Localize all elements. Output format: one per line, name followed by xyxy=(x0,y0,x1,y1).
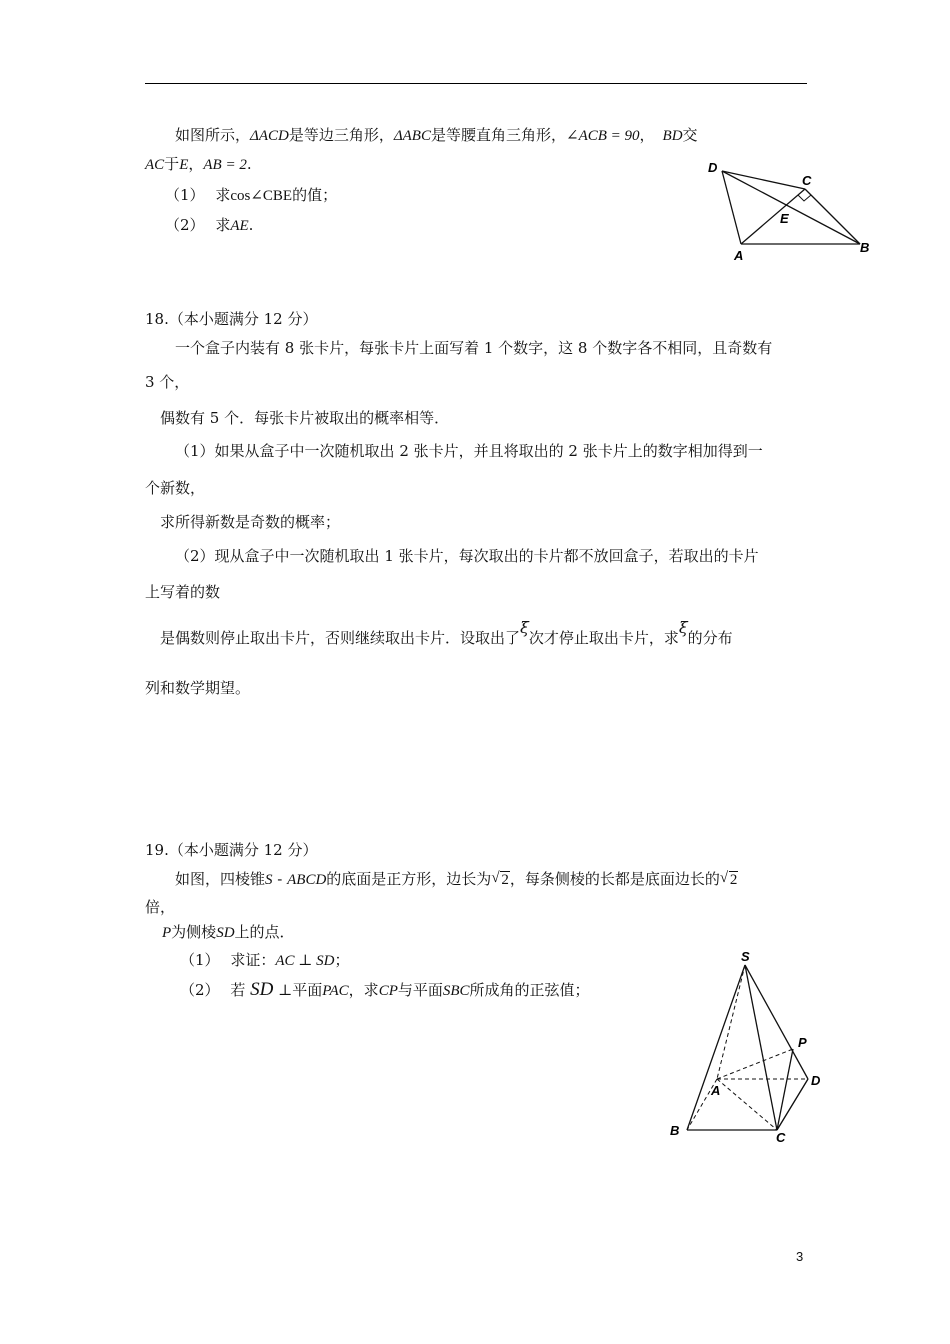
segment-cb xyxy=(805,189,860,244)
label-b: B xyxy=(860,240,870,255)
p17-text: ， xyxy=(639,126,655,144)
math-angle-acb: ∠ACB = 90 xyxy=(566,128,640,144)
radicand: 2 xyxy=(501,872,509,888)
p18-line-7: （2）现从盒子中一次随机取出 1 张卡片，每次取出的卡片都不放回盒子，若取出的卡片 xyxy=(175,547,759,565)
right-angle-mark xyxy=(798,195,811,201)
segment-db xyxy=(722,171,860,244)
question-number: （1） xyxy=(180,951,220,969)
p18-line-9 xyxy=(160,618,733,648)
p18-line-8: 上写着的数 xyxy=(145,583,221,601)
edge-sb xyxy=(687,965,745,1130)
p19-text: 求证： xyxy=(230,951,276,969)
p17-line-2 xyxy=(145,154,252,175)
p17-q2 xyxy=(165,215,253,236)
p17-text: . xyxy=(246,155,252,173)
question-number: （1） xyxy=(165,186,205,204)
p17-q1 xyxy=(165,185,337,206)
math-e: E xyxy=(179,157,189,173)
p18-heading: 18.（本小题满分 12 分） xyxy=(145,310,318,328)
p18-text: 是偶数则停止取出卡片，否则继续取出卡片．设取出了 xyxy=(160,629,521,647)
figure-pyramid xyxy=(660,945,840,1145)
p17-line-1 xyxy=(175,125,698,146)
p17-text: 是等边三角形， xyxy=(288,126,394,144)
p18-text: 的分布 xyxy=(687,629,733,647)
label-a: A xyxy=(711,1083,721,1098)
edge-sa-hidden xyxy=(717,965,745,1079)
segment-dc xyxy=(722,171,805,189)
math-cos-cbe: cos∠CBE xyxy=(230,188,293,204)
p17-text: 交 xyxy=(682,126,698,144)
figure-triangles xyxy=(700,155,880,270)
p19-text: 与平面 xyxy=(397,981,443,999)
math-sqrt-2 xyxy=(720,870,739,890)
p17-text: 的值； xyxy=(292,186,338,204)
p19-text: ； xyxy=(334,951,350,969)
math-sbc: SBC xyxy=(442,983,470,999)
p19-line-3 xyxy=(162,922,295,943)
math-bd: BD xyxy=(662,128,683,144)
p19-line-1 xyxy=(175,869,738,890)
label-s: S xyxy=(741,949,750,964)
p19-line-2: 倍， xyxy=(145,898,176,916)
math-xi: ξ xyxy=(520,618,529,637)
math-triangle-abc: ΔABC xyxy=(393,128,431,144)
math-s: S xyxy=(265,872,273,888)
question-number: （2） xyxy=(180,981,220,999)
math-perp: ⊥ xyxy=(278,981,293,999)
p19-text: 若 xyxy=(230,981,246,999)
math-ac-perp-sd: AC ⊥ SD xyxy=(275,953,335,969)
p18-line-10: 列和数学期望。 xyxy=(145,679,251,697)
p17-text: 于 xyxy=(164,155,180,173)
p19-text: 所成角的正弦值； xyxy=(469,981,590,999)
p19-text: 上的点． xyxy=(234,923,295,941)
label-c: C xyxy=(802,173,812,188)
p19-q1 xyxy=(180,950,349,971)
p18-line-4: （1）如果从盒子中一次随机取出 2 张卡片，并且将取出的 2 张卡片上的数字相加得到一 xyxy=(175,442,763,460)
header-rule xyxy=(145,83,807,84)
p19-text: 为侧棱 xyxy=(171,923,217,941)
segment-ap-hidden xyxy=(717,1049,793,1079)
p18-line-2: 3 个， xyxy=(145,373,190,391)
label-p: P xyxy=(798,1035,807,1050)
math-pac: PAC xyxy=(322,983,349,999)
p19-text: ，每条侧棱的长都是底面边长的 xyxy=(509,870,720,888)
label-d: D xyxy=(811,1073,821,1088)
page-number: 3 xyxy=(796,1249,804,1264)
p17-text: 求 xyxy=(215,186,231,204)
math-xi: ξ xyxy=(678,618,688,637)
math-ab-eq: AB = 2 xyxy=(203,157,247,173)
question-number: （2） xyxy=(165,216,205,234)
p19-text: 的底面是正方形，边长为 xyxy=(326,870,492,888)
segment-da xyxy=(722,171,741,244)
p17-text: 是等腰直角三角形， xyxy=(430,126,566,144)
radicand: 2 xyxy=(729,872,738,888)
label-b: B xyxy=(670,1123,680,1138)
p19-text: 如图，四棱锥 xyxy=(175,870,266,888)
label-e: E xyxy=(780,211,789,226)
math-sd-large: SD xyxy=(250,979,274,1000)
math-triangle-acd: ΔACD xyxy=(250,128,289,144)
p17-text: ， xyxy=(188,155,204,173)
math-p: P xyxy=(162,925,172,941)
math-sd: SD xyxy=(216,925,235,941)
p17-text: . xyxy=(248,216,254,234)
p18-line-6: 求所得新数是奇数的概率； xyxy=(160,513,341,531)
p19-q2 xyxy=(180,980,590,1001)
edge-sd xyxy=(745,965,808,1079)
p18-text: 次才停止取出卡片，求 xyxy=(528,629,679,647)
p18-line-3: 偶数有 5 个．每张卡片被取出的概率相等． xyxy=(160,409,450,427)
label-c: C xyxy=(776,1130,786,1145)
math-ac: AC xyxy=(145,157,165,173)
p19-text: 平面 xyxy=(292,981,323,999)
p19-heading: 19.（本小题满分 12 分） xyxy=(145,841,318,859)
label-d: D xyxy=(708,160,718,175)
p18-line-5: 个新数， xyxy=(145,479,206,497)
math-ae: AE xyxy=(230,218,249,234)
p19-text: ，求 xyxy=(348,981,379,999)
math-sqrt-2 xyxy=(491,870,510,890)
math-cp: CP xyxy=(378,983,398,999)
edge-sc xyxy=(745,965,777,1130)
p18-line-1: 一个盒子内装有 8 张卡片，每张卡片上面写着 1 个数字，这 8 个数字各不相同，且奇数有 xyxy=(175,339,773,357)
label-a: A xyxy=(734,248,744,263)
p17-text: 求 xyxy=(215,216,231,234)
p17-text: 如图所示， xyxy=(175,126,251,144)
math-abcd: ABCD xyxy=(287,872,327,888)
p19-text: - xyxy=(272,870,288,888)
